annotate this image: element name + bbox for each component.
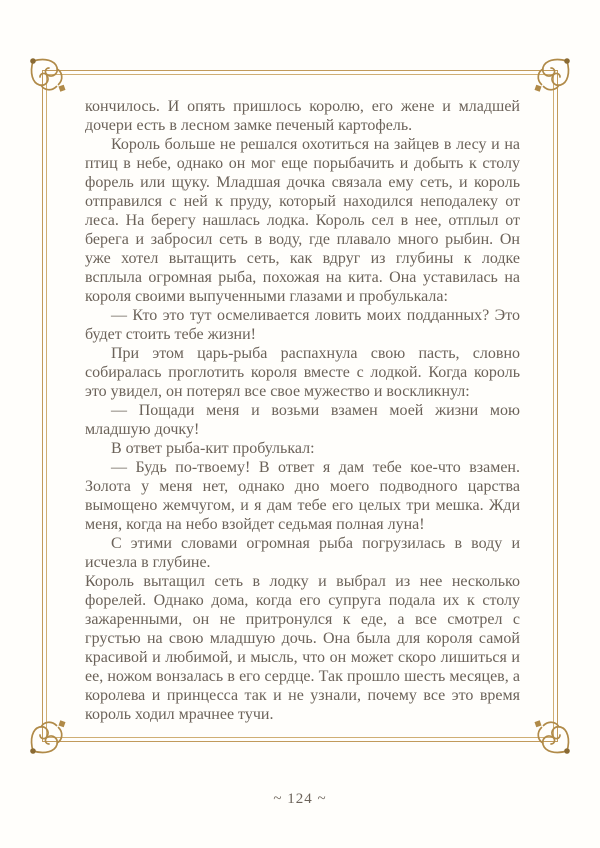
corner-ornament-icon <box>26 712 72 758</box>
paragraph: Король больше не решался охотиться на зайцев в лесу и на птиц в небе, однако он мог еще порыбачить и добыть к столу форель или щуку. Младшая дочка связала ему сеть, и король отправился с ней к пруду, который находился неподалеку от леса. На берегу нашлась лодка. Король сел в нее, отплыл от берега и забросил сеть в воду, где плавало много рыбин. Он уже хотел вытащить сеть, как вдруг из глубины к лодке всплыла огромная рыба, похожая на кита. Она уставилась на короля своими выпученными глазами и пробулькала: <box>85 136 520 305</box>
corner-ornament-icon <box>26 54 72 100</box>
page-text <box>85 97 520 724</box>
paragraph-dialogue: — Пощади меня и возьми взамен моей жизни мою младшую дочку! <box>85 402 520 438</box>
paragraph-dialogue: — Кто это тут осмеливается ловить моих подданных? Это будет стоить тебе жизни! <box>85 307 520 343</box>
paragraph: С этими словами огромная рыба погрузилась в воду и исчезла в глубине. <box>85 535 520 571</box>
paragraph: кончилось. И опять пришлось королю, его жене и младшей дочери есть в лесном замке печеный картофель. <box>85 98 520 134</box>
paragraph: В ответ рыба-кит пробулькал: <box>111 440 315 457</box>
paragraph: При этом царь-рыба распахнула свою пасть, словно собиралась проглотить короля вместе с лодкой. Когда король это увидел, он потерял все свое мужество и воскликнул: <box>85 345 520 400</box>
paragraph-dialogue: — Будь по-твоему! В ответ я дам тебе кое-что взамен. Золота у меня нет, однако дно моего подводного царства вымощено жемчугом, и я дам тебе его целых три мешка. Жди меня, когда на небо взойдет седьмая полная луна! <box>85 459 520 533</box>
corner-ornament-icon <box>528 712 574 758</box>
corner-ornament-icon <box>528 54 574 100</box>
paragraph: Король вытащил сеть в лодку и выбрал из нее несколько форелей. Однако дома, когда его супруга подала их к столу зажаренными, он не притронулся к еде, а все смотрел с грустью на свою младшую дочь. Она была для короля самой красивой и любимой, и мысль, что он может скоро лишиться и ее, ножом вонзалась в его сердце. Так прошло шесть месяцев, а королева и принцесса так и не узнали, почему все это время король ходил мрачнее тучи. <box>85 573 520 723</box>
page-number: ~ 124 ~ <box>273 791 327 807</box>
